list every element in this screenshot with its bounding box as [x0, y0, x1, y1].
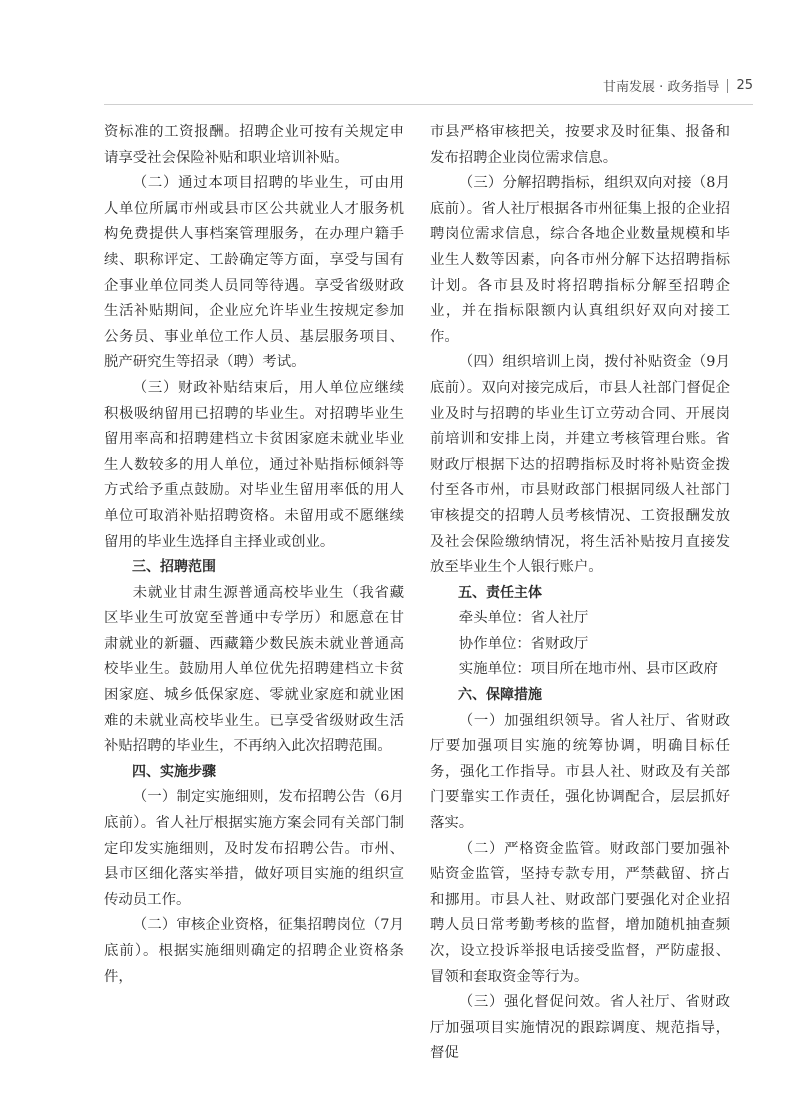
paragraph: （三）分解招聘指标，组织双向对接（8月底前）。省人社厅根据各市州征集上报的企业招聘岗位需求信息，综合各地企业数量规模和毕业生人数等因素，向各市州分解下达招聘指标计划。各市县及时将招聘指标分解至招聘企业，并在指标限额内认真组织好双向对接工作。 — [430, 175, 730, 345]
paragraph: （二）审核企业资格，征集招聘岗位（7月底前）。根据实施细则确定的招聘企业资格条件， — [104, 917, 404, 985]
paragraph: （一）制定实施细则，发布招聘公告（6月底前）。省人社厅根据实施方案会同有关部门制定印发实施细则，及时发布招聘公告。市州、县市区细化落实举措，做好项目实施的组织宣传动员工作。 — [104, 789, 404, 908]
header-rule — [104, 104, 753, 105]
paragraph: 未就业甘肃生源普通高校毕业生（我省藏区毕业生可放宽至普通中专学历）和愿意在甘肃就业的新疆、西藏籍少数民族未就业普通高校毕业生。鼓励用人单位优先招聘建档立卡贫困家庭、城乡低保家庭、零就业家庭和就业困难的未就业高校毕业生。已享受省级财政生活补贴招聘的毕业生，不再纳入此次招聘范围。 — [104, 584, 404, 755]
paragraph: 资标准的工资报酬。招聘企业可按有关规定申请享受社会保险补贴和职业培训补贴。 — [104, 124, 404, 166]
paragraph: （三）强化督促问效。省人社厅、省财政厅加强项目实施情况的跟踪调度、规范指导，督促 — [430, 994, 730, 1062]
paragraph: （三）财政补贴结束后，用人单位应继续积极吸纳留用已招聘的毕业生。对招聘毕业生留用率高和招聘建档立卡贫困家庭未就业毕业生人数较多的用人单位，通过补贴指标倾斜等方式给予重点鼓励。对毕业生留用率低的用人单位可取消补贴招聘资格。未留用或不愿继续留用的毕业生选择自主择业或创业。 — [104, 379, 404, 550]
paragraph: 协作单位：省财政厅 — [458, 635, 589, 652]
section-heading: 五、责任主体 — [458, 584, 542, 601]
running-header — [603, 76, 753, 95]
paragraph: （四）组织培训上岗，拨付补贴资金（9月底前）。双向对接完成后，市县人社部门督促企业及时与招聘的毕业生订立劳动合同、开展岗前培训和安排上岗，并建立考核管理台账。省财政厅根据下达的招聘指标及时将补贴资金拨付至各市州，市县财政部门根据同级人社部门审核提交的招聘人员考核情况、工资报酬发放及社会保险缴纳情况，将生活补贴按月直接发放至毕业生个人银行账户。 — [430, 354, 730, 576]
page-number: 25 — [736, 78, 753, 93]
paragraph: （二）严格资金监管。财政部门要加强补贴资金监管，坚持专款专用，严禁截留、挤占和挪用。市县人社、财政部门要强化对企业招聘人员日常考勤考核的监督，增加随机抽查频次，设立投诉举报电话接受监督，严防虚报、冒领和套取资金等行为。 — [430, 840, 730, 985]
left-column — [104, 120, 404, 990]
right-column — [430, 120, 730, 1067]
section-heading: 四、实施步骤 — [132, 763, 216, 780]
paragraph: （一）加强组织领导。省人社厅、省财政厅要加强项目实施的统筹协调，明确目标任务，强化工作指导。市县人社、财政及有关部门要靠实工作责任，强化协调配合，层层抓好落实。 — [430, 712, 730, 832]
header-divider — [727, 79, 728, 93]
paragraph: 实施单位：项目所在地市州、县市区政府 — [458, 661, 718, 678]
section-heading: 六、保障措施 — [458, 687, 542, 704]
paragraph: 牵头单位：省人社厅 — [458, 610, 589, 627]
section-heading: 三、招聘范围 — [132, 559, 216, 576]
paragraph: 市县严格审核把关，按要求及时征集、报备和发布招聘企业岗位需求信息。 — [430, 124, 730, 166]
section-title: 甘南发展 · 政务指导 — [603, 80, 720, 95]
paragraph: （二）通过本项目招聘的毕业生，可由用人单位所属市州或县市区公共就业人才服务机构免费提供人事档案管理服务，在办理户籍手续、职称评定、工龄确定等方面，享受与国有企事业单位同类人员同等待遇。享受省级财政生活补贴期间，企业应允许毕业生按规定参加公务员、事业单位工作人员、基层服务项目、脱产研究生等招录（聘）考试。 — [104, 175, 404, 371]
